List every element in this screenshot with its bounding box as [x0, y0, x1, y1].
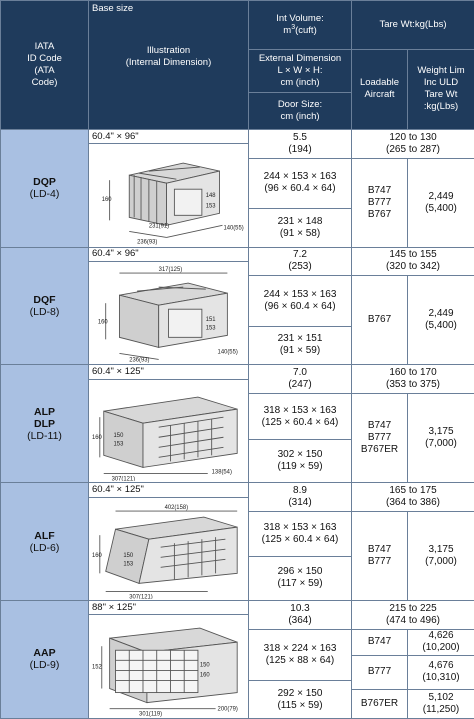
id-cell-dqf: DQF (LD-8) — [1, 247, 89, 365]
id-cell-dqp: DQP (LD-4) — [1, 129, 89, 247]
dim-label: 150 — [113, 432, 124, 440]
weight-limit-alf: 3,175 (7,000) — [408, 511, 474, 600]
dim-label: 153 — [123, 560, 134, 567]
header-ext-dim: External Dimension L × W × H: cm (inch) — [249, 50, 352, 93]
dim-label: 150 — [199, 662, 210, 669]
door-dqf: 231 × 151 (91 × 59) — [249, 326, 352, 365]
weight-limit-dqf: 2,449 (5,400) — [408, 276, 474, 365]
ext-dim-aap: 318 × 224 × 163 (125 × 88 × 64) — [249, 629, 352, 681]
illustration-aap — [89, 615, 249, 719]
header-base-size: Base size Illustration (Internal Dimension) — [89, 1, 249, 130]
door-alf: 296 × 150 (117 × 59) — [249, 556, 352, 600]
tare-aap: 215 to 225 (474 to 496) — [352, 600, 474, 629]
aircraft-aap-1: B747 — [352, 629, 408, 655]
volume-aap: 10.3 (364) — [249, 600, 352, 629]
dim-label: 200(79) — [217, 706, 238, 713]
volume-dqp: 5.5 (194) — [249, 129, 352, 158]
uld-alf-illustration — [90, 499, 247, 599]
weight-limit-aap-2: 4,676 (10,310) — [408, 655, 474, 690]
dim-label: 153 — [205, 203, 216, 210]
id-cell-alf: ALF (LD-6) — [1, 483, 89, 601]
dim-label: 236(93) — [129, 357, 150, 364]
dim-label: 151 — [205, 317, 216, 324]
aircraft-alf: B747 B777 — [352, 511, 408, 600]
uld-dqf-illustration — [90, 263, 247, 363]
aircraft-aap-3: B767ER — [352, 690, 408, 719]
dim-label: 148 — [205, 193, 216, 200]
illustration-dqf — [89, 261, 249, 364]
tare-alp: 160 to 170 (353 to 375) — [352, 365, 474, 394]
base-size-alp: 60.4" × 125" — [89, 365, 249, 379]
uld-aap-illustration — [90, 616, 247, 717]
weight-limit-aap-3: 5,102 (11,250) — [408, 690, 474, 719]
dim-label: 160 — [199, 672, 210, 679]
illustration-alp — [89, 379, 249, 482]
dim-label: 160 — [91, 552, 102, 559]
weight-limit-dqp: 2,449 (5,400) — [408, 158, 474, 247]
dim-label: 236(93) — [137, 239, 158, 246]
door-dqp: 231 × 148 (91 × 58) — [249, 208, 352, 247]
ext-dim-dqp: 244 × 153 × 163 (96 × 60.4 × 64) — [249, 158, 352, 208]
aircraft-alp: B747 B777 B767ER — [352, 394, 408, 483]
uld-dqp-illustration — [90, 145, 247, 245]
dim-label: 307(121) — [129, 593, 153, 599]
dim-label: 160 — [97, 319, 108, 326]
dim-label: 307(121) — [111, 476, 136, 482]
header-weight-limit: Weight Lim Inc ULD Tare Wt :kg(Lbs) — [408, 50, 474, 130]
base-size-aap: 88" × 125" — [89, 600, 249, 614]
aircraft-dqf: B767 — [352, 276, 408, 365]
tare-dqf: 145 to 155 (320 to 342) — [352, 247, 474, 276]
dim-label: 231(91) — [148, 223, 170, 230]
dim-label: 160 — [91, 434, 102, 442]
header-loadable-aircraft: Loadable Aircraft — [352, 50, 408, 130]
dim-label: 160 — [101, 197, 112, 204]
dim-label: 153 — [113, 440, 124, 448]
volume-dqf: 7.2 (253) — [249, 247, 352, 276]
base-size-dqp: 60.4" × 96" — [89, 129, 249, 143]
dim-label: 402(158) — [164, 504, 189, 511]
weight-limit-aap-1: 4,626 (10,200) — [408, 629, 474, 655]
weight-limit-alp: 3,175 (7,000) — [408, 394, 474, 483]
dim-label: 140(55) — [223, 225, 244, 232]
id-cell-aap: AAP (LD-9) — [1, 600, 89, 718]
door-aap: 292 × 150 (115 × 59) — [249, 681, 352, 719]
uld-alp-illustration — [90, 381, 247, 481]
door-alp: 302 × 150 (119 × 59) — [249, 440, 352, 483]
header-tare-wt: Tare Wt:kg(Lbs) — [352, 1, 474, 50]
dim-label: 317(125) — [158, 266, 183, 274]
illustration-dqp — [89, 144, 249, 247]
dim-label: 140(55) — [217, 349, 238, 356]
dim-label: 150 — [123, 552, 134, 559]
tare-alf: 165 to 175 (364 to 386) — [352, 483, 474, 512]
id-cell-alp: ALP DLP (LD-11) — [1, 365, 89, 483]
ext-dim-dqf: 244 × 153 × 163 (96 × 60.4 × 64) — [249, 276, 352, 326]
aircraft-dqp: B747 B777 B767 — [352, 158, 408, 247]
base-size-alf: 60.4" × 125" — [89, 483, 249, 497]
volume-alp: 7.0 (247) — [249, 365, 352, 394]
tare-dqp: 120 to 130 (265 to 287) — [352, 129, 474, 158]
header-door-size: Door Size: cm (inch) — [249, 93, 352, 130]
dim-label: 138(54) — [211, 469, 232, 476]
volume-alf: 8.9 (314) — [249, 483, 352, 512]
aircraft-aap-2: B777 — [352, 655, 408, 690]
dim-label: 301(119) — [139, 711, 163, 717]
base-size-dqf: 60.4" × 96" — [89, 247, 249, 261]
dim-label: 153 — [205, 325, 216, 332]
ext-dim-alf: 318 × 153 × 163 (125 × 60.4 × 64) — [249, 511, 352, 556]
ext-dim-alp: 318 × 153 × 163 (125 × 60.4 × 64) — [249, 394, 352, 440]
illustration-alf — [89, 497, 249, 600]
header-iata-id: IATA ID Code (ATA Code) — [1, 1, 89, 130]
header-int-volume: Int Volume: $m^3(cuft)$ — [249, 1, 352, 50]
dim-label: 152 — [91, 664, 102, 671]
